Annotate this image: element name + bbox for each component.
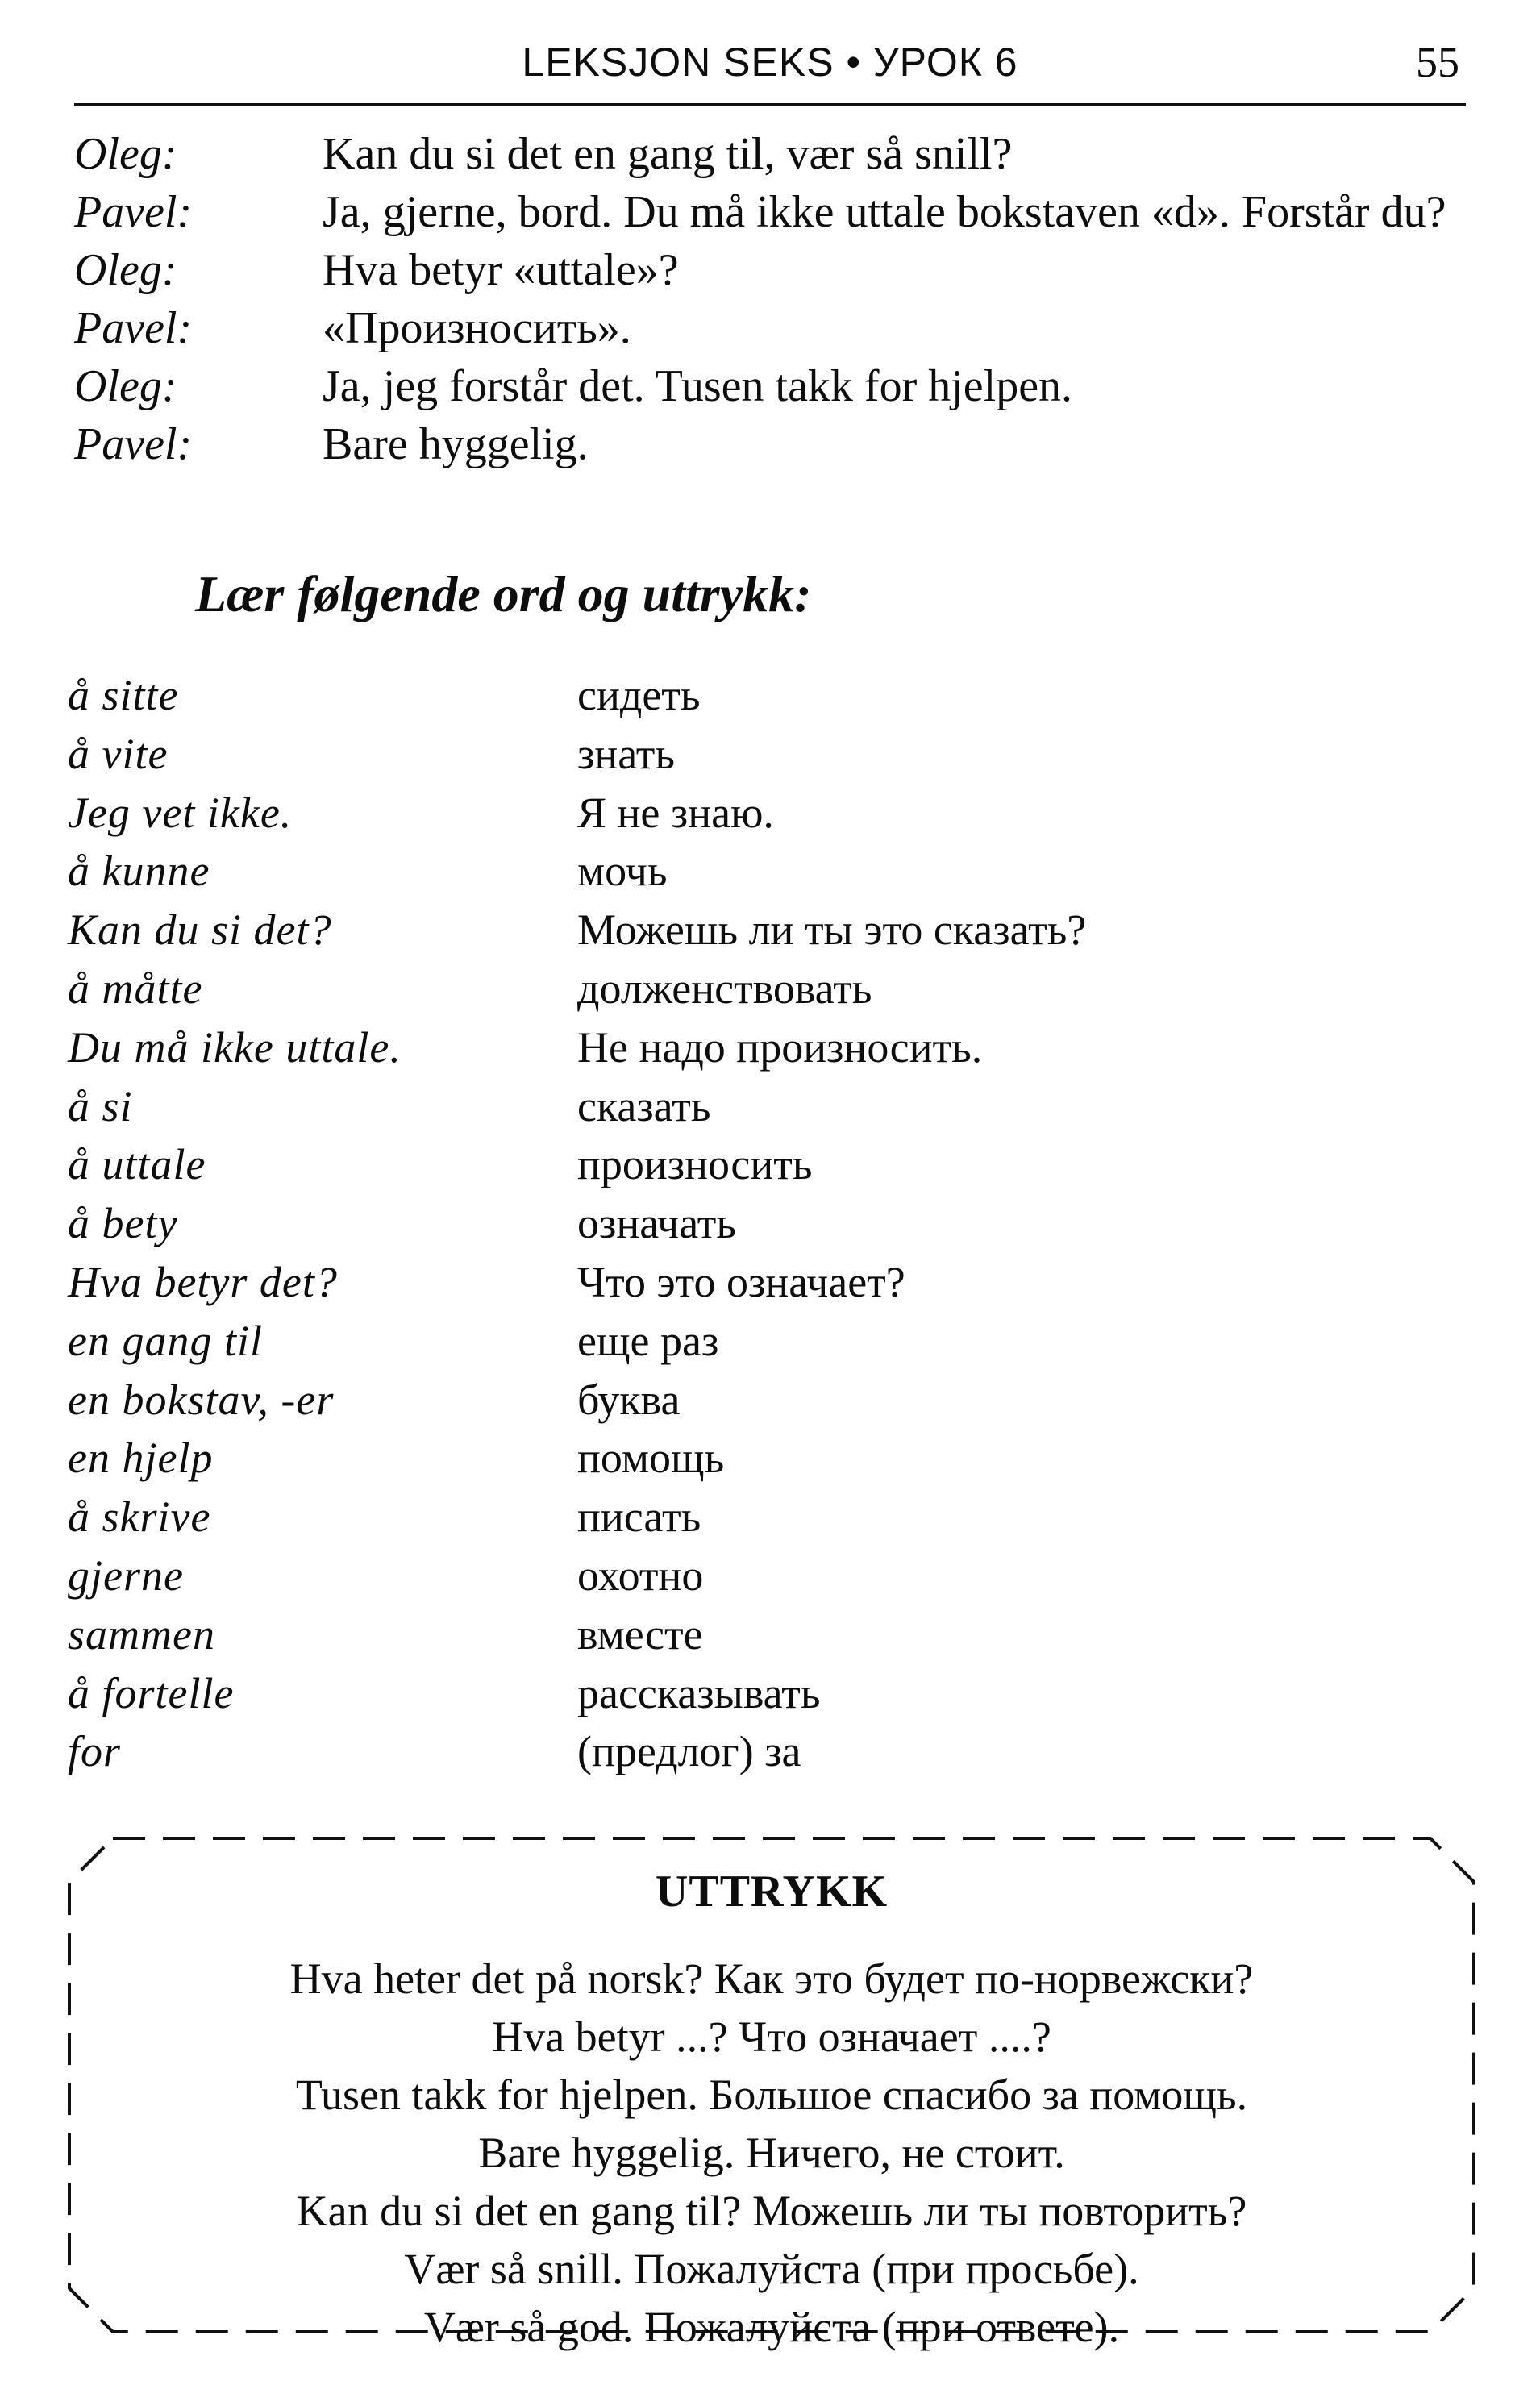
vocab-row: [68, 784, 1487, 843]
dialogue-line: [74, 183, 1477, 241]
section-heading: Lær følgende ord og uttrykk:: [195, 565, 812, 622]
vocab-norwegian: å måtte: [68, 964, 203, 1013]
vocab-norwegian: Hva betyr det?: [68, 1257, 338, 1306]
vocab-norwegian: å kunne: [68, 847, 210, 896]
vocab-russian: помощь: [577, 1434, 725, 1483]
dialogue-text: «Произносить».: [323, 303, 631, 353]
vocab-norwegian: Du må ikke uttale.: [68, 1022, 402, 1072]
vocab-norwegian: å si: [68, 1081, 133, 1130]
vocab-row: [68, 1018, 1487, 1077]
header-rule: [74, 103, 1466, 106]
vocab-row: [68, 1722, 1487, 1781]
running-title: LEKSJON SEKS • УРОК 6: [522, 40, 1018, 85]
vocab-row: [68, 1371, 1487, 1430]
vocab-row: [68, 1077, 1487, 1136]
vocab-row: [68, 901, 1487, 959]
vocab-norwegian: en hjelp: [68, 1434, 214, 1483]
dialogue-text: Kan du si det en gang til, vær så snill?: [323, 129, 1013, 179]
vocab-norwegian: å skrive: [68, 1492, 211, 1542]
dialogue-line: [74, 241, 1477, 299]
vocab-row: [68, 1194, 1487, 1253]
dialogue-line: [74, 357, 1477, 415]
vocab-russian: знать: [577, 729, 676, 778]
vocab-norwegian: å uttale: [68, 1140, 206, 1189]
vocab-row: [68, 1488, 1487, 1546]
vocab-row: [68, 842, 1487, 901]
dialogue-text: Hva betyr «uttale»?: [323, 245, 679, 295]
expressions-list: [68, 1950, 1475, 2356]
dialogue-speaker: Pavel:: [74, 419, 193, 469]
vocab-russian: произносить: [577, 1140, 813, 1189]
dialogue-text: Ja, gjerne, bord. Du må ikke uttale bokstaven «d». Forstår du?: [323, 187, 1446, 237]
vocab-row: [68, 1664, 1487, 1723]
vocab-norwegian: å sitte: [68, 671, 179, 719]
dialogue-line: [74, 125, 1477, 183]
vocab-norwegian: å bety: [68, 1199, 178, 1248]
dialogue-speaker: Oleg:: [74, 361, 177, 411]
vocab-norwegian: en bokstav, -er: [68, 1375, 335, 1424]
dialogue-text: Ja, jeg forstår det. Tusen takk for hjelpen.: [323, 361, 1073, 411]
vocab-russian: мочь: [577, 847, 668, 896]
vocab-russian: буква: [577, 1375, 681, 1424]
vocab-row: [68, 725, 1487, 784]
vocab-norwegian: å vite: [68, 729, 169, 778]
vocab-russian: Что это означает?: [577, 1257, 905, 1306]
vocab-russian: писать: [577, 1492, 701, 1542]
vocab-row: [68, 1253, 1487, 1312]
vocab-russian: долженствовать: [577, 964, 872, 1013]
dialogue-line: [74, 415, 1477, 473]
expression-line: Hva betyr ...? Что означает ....?: [492, 2013, 1051, 2061]
vocab-russian: вместе: [577, 1609, 703, 1659]
vocab-russian: сказать: [577, 1081, 711, 1130]
vocab-norwegian: en gang til: [68, 1316, 263, 1365]
expressions-title: UTTRYKK: [655, 1867, 889, 1917]
vocab-russian: Я не знаю.: [577, 788, 774, 837]
vocab-norwegian: Kan du si det?: [68, 905, 332, 955]
vocab-russian: Не надо произносить.: [577, 1022, 983, 1072]
vocab-norwegian: sammen: [68, 1609, 215, 1659]
vocab-norwegian: å fortelle: [68, 1668, 235, 1717]
dialogue-speaker: Pavel:: [74, 303, 193, 353]
page-header: [74, 32, 1466, 97]
expression-line: Tusen takk for hjelpen. Большое спасибо за помощь.: [295, 2071, 1248, 2119]
dialogue: [74, 125, 1477, 473]
dialogue-line: [74, 299, 1477, 357]
vocab-row: [68, 1429, 1487, 1488]
vocab-row: [68, 959, 1487, 1018]
vocab-row: [68, 1312, 1487, 1371]
dialogue-speaker: Oleg:: [74, 245, 177, 295]
vocab-russian: Можешь ли ты это сказать?: [577, 905, 1087, 955]
vocab-norwegian: gjerne: [68, 1551, 184, 1600]
vocab-russian: охотно: [577, 1551, 704, 1600]
dialogue-text: Bare hyggelig.: [323, 419, 589, 469]
vocab-norwegian: for: [68, 1727, 122, 1776]
vocab-russian: означать: [577, 1199, 736, 1248]
vocabulary-list: [68, 666, 1487, 1781]
vocab-russian: рассказывать: [577, 1668, 821, 1717]
vocab-row: [68, 1135, 1487, 1194]
dialogue-speaker: Pavel:: [74, 187, 193, 237]
dialogue-speaker: Oleg:: [74, 129, 177, 179]
vocab-norwegian: Jeg vet ikke.: [68, 788, 293, 837]
expression-line: Bare hyggelig. Ничего, не стоит.: [478, 2129, 1065, 2177]
page-number: 55: [1416, 38, 1459, 86]
vocab-russian: сидеть: [577, 671, 701, 719]
expressions-box: [68, 1837, 1475, 2351]
expression-line: Hva heter det på norsk? Как это будет по-норвежски?: [289, 1954, 1254, 2003]
vocab-row: [68, 1546, 1487, 1605]
vocab-russian: (предлог) за: [577, 1727, 801, 1776]
expression-line: Vær så god. Пожалуйста (при ответе).: [423, 2303, 1120, 2351]
vocab-row: [68, 1605, 1487, 1664]
vocab-russian: еще раз: [577, 1316, 719, 1365]
expression-line: Kan du si det en gang til? Можешь ли ты повторить?: [296, 2187, 1247, 2235]
vocab-row: [68, 666, 1487, 725]
expression-line: Vær så snill. Пожалуйста (при просьбе).: [404, 2245, 1139, 2293]
